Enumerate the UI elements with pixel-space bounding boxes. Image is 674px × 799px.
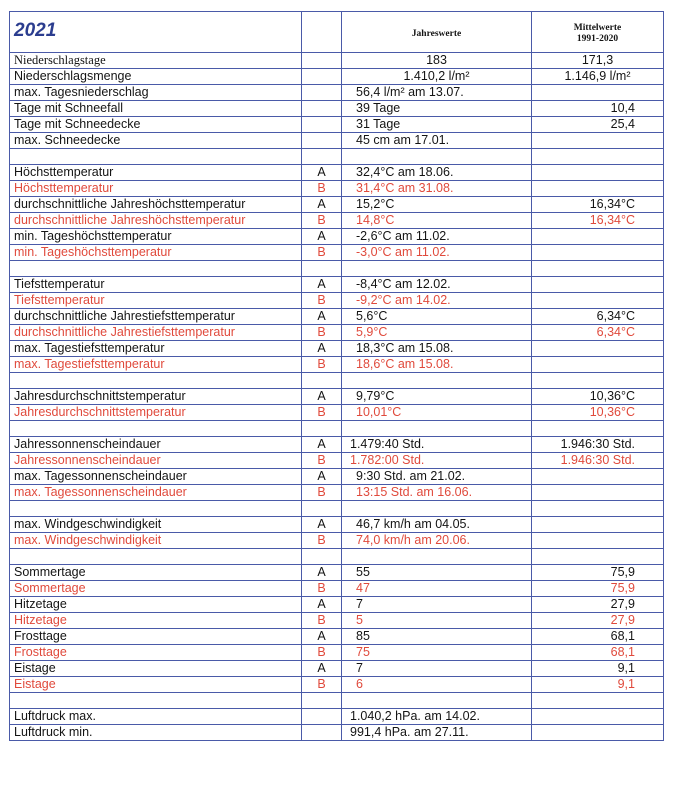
row-station [302, 53, 342, 69]
row-mean-value [532, 277, 664, 293]
row-label: Eistage [10, 661, 302, 677]
table-row [10, 677, 664, 693]
row-station: B [302, 213, 342, 229]
row-mean-value [532, 341, 664, 357]
row-mean-value [532, 133, 664, 149]
table-row [10, 533, 664, 549]
row-annual-value: 1.782:00 Std. [342, 453, 532, 469]
row-station: B [302, 581, 342, 597]
table-row [10, 309, 664, 325]
row-annual-value: 183 [342, 53, 532, 69]
row-label: max. Windgeschwindigkeit [10, 533, 302, 549]
row-mean-value [532, 373, 664, 389]
row-mean-value [532, 261, 664, 277]
row-mean-value: 75,9 [532, 565, 664, 581]
spacer-row [10, 373, 664, 389]
table-row [10, 469, 664, 485]
row-label: max. Tagesniederschlag [10, 85, 302, 101]
row-label [10, 421, 302, 437]
row-mean-value [532, 533, 664, 549]
row-label: Niederschlagsmenge [10, 69, 302, 85]
row-label: Tage mit Schneedecke [10, 117, 302, 133]
row-mean-value: 68,1 [532, 629, 664, 645]
table-row [10, 293, 664, 309]
row-station [302, 101, 342, 117]
row-station [302, 725, 342, 741]
row-label: Frosttage [10, 629, 302, 645]
row-station: A [302, 229, 342, 245]
header-ab-cell [302, 12, 342, 53]
row-station: A [302, 277, 342, 293]
row-station: B [302, 533, 342, 549]
table-row [10, 597, 664, 613]
row-mean-value: 10,4 [532, 101, 664, 117]
row-station [302, 501, 342, 517]
table-row [10, 357, 664, 373]
row-mean-value: 16,34°C [532, 213, 664, 229]
row-annual-value: 15,2°C [342, 197, 532, 213]
table-row [10, 389, 664, 405]
table-row [10, 437, 664, 453]
row-annual-value: 45 cm am 17.01. [342, 133, 532, 149]
row-label: max. Tagessonnenscheindauer [10, 469, 302, 485]
spacer-row [10, 261, 664, 277]
row-mean-value: 9,1 [532, 677, 664, 693]
row-annual-value: 14,8°C [342, 213, 532, 229]
row-label: Jahresdurchschnittstemperatur [10, 389, 302, 405]
row-annual-value: 13:15 Std. am 16.06. [342, 485, 532, 501]
row-station: A [302, 629, 342, 645]
row-annual-value: -3,0°C am 11.02. [342, 245, 532, 261]
row-annual-value: 10,01°C [342, 405, 532, 421]
row-annual-value: 9,79°C [342, 389, 532, 405]
row-annual-value: 47 [342, 581, 532, 597]
row-annual-value [342, 421, 532, 437]
header-row [10, 12, 664, 53]
row-label: max. Tagestiefsttemperatur [10, 341, 302, 357]
row-station: A [302, 437, 342, 453]
row-station: A [302, 469, 342, 485]
row-mean-value [532, 693, 664, 709]
row-annual-value: 55 [342, 565, 532, 581]
row-mean-value [532, 181, 664, 197]
row-station [302, 85, 342, 101]
row-station [302, 133, 342, 149]
row-label: Frosttage [10, 645, 302, 661]
table-row [10, 69, 664, 85]
table-row [10, 277, 664, 293]
row-mean-value: 171,3 [532, 53, 664, 69]
spacer-row [10, 421, 664, 437]
row-mean-value: 68,1 [532, 645, 664, 661]
row-label: Höchsttemperatur [10, 181, 302, 197]
row-annual-value: -2,6°C am 11.02. [342, 229, 532, 245]
row-label: max. Schneedecke [10, 133, 302, 149]
row-label [10, 549, 302, 565]
row-station: B [302, 181, 342, 197]
table-row [10, 645, 664, 661]
row-annual-value: 31 Tage [342, 117, 532, 133]
table-row [10, 229, 664, 245]
table-row [10, 245, 664, 261]
table-row [10, 181, 664, 197]
row-mean-value [532, 501, 664, 517]
row-annual-value: 32,4°C am 18.06. [342, 165, 532, 181]
spacer-row [10, 549, 664, 565]
row-mean-value: 27,9 [532, 597, 664, 613]
weather-stats-body [10, 12, 664, 741]
row-station: B [302, 293, 342, 309]
row-mean-value [532, 517, 664, 533]
table-row [10, 341, 664, 357]
row-mean-value: 10,36°C [532, 389, 664, 405]
row-annual-value: 56,4 l/m² am 13.07. [342, 85, 532, 101]
row-annual-value: 75 [342, 645, 532, 661]
row-label: Jahressonnenscheindauer [10, 453, 302, 469]
header-mean: Mittelwerte 1991-2020 [532, 12, 664, 53]
row-mean-value: 16,34°C [532, 197, 664, 213]
row-mean-value: 6,34°C [532, 309, 664, 325]
table-row [10, 485, 664, 501]
row-station: B [302, 613, 342, 629]
table-row [10, 133, 664, 149]
row-label [10, 373, 302, 389]
row-mean-value [532, 357, 664, 373]
row-station: A [302, 389, 342, 405]
row-annual-value: 7 [342, 661, 532, 677]
row-mean-value [532, 421, 664, 437]
year-title: 2021 [10, 12, 302, 53]
table-row [10, 661, 664, 677]
row-label: Luftdruck min. [10, 725, 302, 741]
table-row [10, 629, 664, 645]
row-station: A [302, 309, 342, 325]
row-annual-value: -8,4°C am 12.02. [342, 277, 532, 293]
row-station: B [302, 357, 342, 373]
row-label: Eistage [10, 677, 302, 693]
row-mean-value [532, 85, 664, 101]
row-station [302, 709, 342, 725]
row-label: Höchsttemperatur [10, 165, 302, 181]
row-mean-value [532, 149, 664, 165]
row-label [10, 501, 302, 517]
row-mean-value [532, 229, 664, 245]
row-label [10, 261, 302, 277]
row-station: B [302, 677, 342, 693]
spacer-row [10, 149, 664, 165]
table-row [10, 453, 664, 469]
row-station: B [302, 453, 342, 469]
row-label: min. Tageshöchsttemperatur [10, 229, 302, 245]
row-station [302, 261, 342, 277]
row-annual-value: 18,6°C am 15.08. [342, 357, 532, 373]
row-station [302, 693, 342, 709]
table-row [10, 613, 664, 629]
row-annual-value [342, 549, 532, 565]
weather-stats-table [9, 11, 664, 741]
row-annual-value: 39 Tage [342, 101, 532, 117]
row-label: Jahressonnenscheindauer [10, 437, 302, 453]
table-row [10, 325, 664, 341]
table-row [10, 165, 664, 181]
row-station: A [302, 565, 342, 581]
row-station: A [302, 197, 342, 213]
row-label: Tiefsttemperatur [10, 293, 302, 309]
row-mean-value [532, 245, 664, 261]
row-label: Sommertage [10, 581, 302, 597]
table-row [10, 213, 664, 229]
row-annual-value: 5,9°C [342, 325, 532, 341]
row-label: max. Tagessonnenscheindauer [10, 485, 302, 501]
row-annual-value [342, 373, 532, 389]
row-mean-value: 25,4 [532, 117, 664, 133]
row-label: min. Tageshöchsttemperatur [10, 245, 302, 261]
row-mean-value: 9,1 [532, 661, 664, 677]
row-station: A [302, 597, 342, 613]
row-label: durchschnittliche Jahrestiefsttemperatur [10, 309, 302, 325]
row-label: Jahresdurchschnittstemperatur [10, 405, 302, 421]
row-label: durchschnittliche Jahreshöchsttemperatur [10, 213, 302, 229]
row-station [302, 69, 342, 85]
row-mean-value: 6,34°C [532, 325, 664, 341]
row-mean-value [532, 293, 664, 309]
row-label: durchschnittliche Jahrestiefsttemperatur [10, 325, 302, 341]
row-label: max. Tagestiefsttemperatur [10, 357, 302, 373]
row-label: Niederschlagstage [10, 53, 302, 69]
row-label: Luftdruck max. [10, 709, 302, 725]
table-row [10, 405, 664, 421]
row-annual-value: 1.479:40 Std. [342, 437, 532, 453]
row-label: Tiefsttemperatur [10, 277, 302, 293]
row-annual-value: 991,4 hPa. am 27.11. [342, 725, 532, 741]
row-annual-value: 1.410,2 l/m² [342, 69, 532, 85]
row-station [302, 421, 342, 437]
row-annual-value [342, 501, 532, 517]
table-row [10, 117, 664, 133]
row-mean-value [532, 549, 664, 565]
row-annual-value: 18,3°C am 15.08. [342, 341, 532, 357]
row-annual-value [342, 149, 532, 165]
row-annual-value: 6 [342, 677, 532, 693]
table-row [10, 581, 664, 597]
row-station: B [302, 645, 342, 661]
row-label [10, 149, 302, 165]
row-mean-value [532, 485, 664, 501]
row-mean-value [532, 709, 664, 725]
row-annual-value: 74,0 km/h am 20.06. [342, 533, 532, 549]
row-mean-value: 75,9 [532, 581, 664, 597]
row-mean-value: 10,36°C [532, 405, 664, 421]
row-label: max. Windgeschwindigkeit [10, 517, 302, 533]
row-label: Sommertage [10, 565, 302, 581]
table-row [10, 517, 664, 533]
row-station: B [302, 245, 342, 261]
row-annual-value: 31,4°C am 31.08. [342, 181, 532, 197]
row-label: Hitzetage [10, 597, 302, 613]
row-station: A [302, 341, 342, 357]
row-station [302, 549, 342, 565]
row-mean-value [532, 469, 664, 485]
row-station: A [302, 661, 342, 677]
row-station [302, 373, 342, 389]
table-row [10, 85, 664, 101]
row-annual-value [342, 261, 532, 277]
row-annual-value: 5 [342, 613, 532, 629]
table-row [10, 565, 664, 581]
row-label: Tage mit Schneefall [10, 101, 302, 117]
row-mean-value: 1.146,9 l/m² [532, 69, 664, 85]
row-label: Hitzetage [10, 613, 302, 629]
row-mean-value [532, 165, 664, 181]
spacer-row [10, 501, 664, 517]
row-annual-value: 46,7 km/h am 04.05. [342, 517, 532, 533]
row-station: B [302, 325, 342, 341]
row-station: B [302, 485, 342, 501]
row-mean-value: 27,9 [532, 613, 664, 629]
table-row [10, 53, 664, 69]
spacer-row [10, 693, 664, 709]
row-station: A [302, 517, 342, 533]
row-label [10, 693, 302, 709]
table-row [10, 709, 664, 725]
row-station: B [302, 405, 342, 421]
row-mean-value: 1.946:30 Std. [532, 437, 664, 453]
row-annual-value: 7 [342, 597, 532, 613]
row-annual-value: 5,6°C [342, 309, 532, 325]
row-annual-value: 1.040,2 hPa. am 14.02. [342, 709, 532, 725]
header-annual: Jahreswerte [342, 12, 532, 53]
row-annual-value [342, 693, 532, 709]
row-station [302, 117, 342, 133]
row-station [302, 149, 342, 165]
row-annual-value: 9:30 Std. am 21.02. [342, 469, 532, 485]
row-station: A [302, 165, 342, 181]
row-annual-value: -9,2°C am 14.02. [342, 293, 532, 309]
table-row [10, 197, 664, 213]
row-mean-value: 1.946:30 Std. [532, 453, 664, 469]
row-mean-value [532, 725, 664, 741]
row-label: durchschnittliche Jahreshöchsttemperatur [10, 197, 302, 213]
row-annual-value: 85 [342, 629, 532, 645]
table-row [10, 725, 664, 741]
table-row [10, 101, 664, 117]
